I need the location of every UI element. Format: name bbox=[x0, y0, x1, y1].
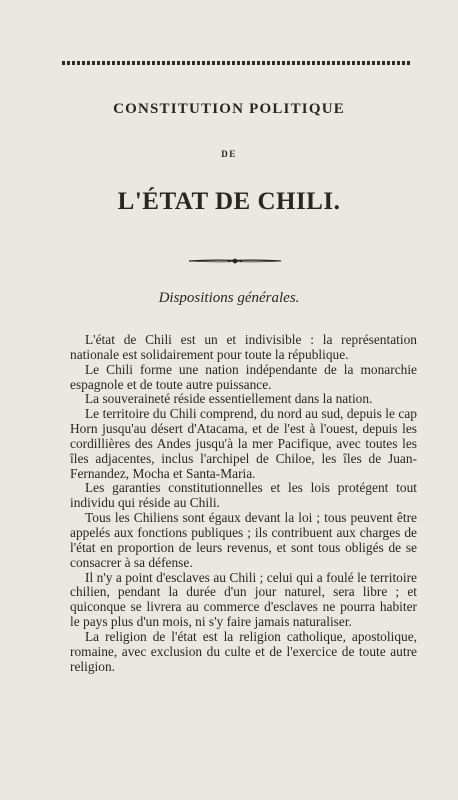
ornamental-divider-icon bbox=[187, 257, 283, 265]
paragraph-equality: Tous les Chiliens sont égaux devant la loi ; tous peuvent être appelés aux fonctions publiques ; ils contribuent aux charges de l'état en proportion de leurs revenus, et sont tous obligés de se consacrer à sa défense. bbox=[70, 510, 417, 570]
section-heading: Dispositions générales. bbox=[158, 290, 300, 306]
paragraph-territory: Le territoire du Chili comprend, du nord au sud, depuis le cap Horn jusqu'au désert d'Atacama, et de l'est à l'ouest, depuis les cordillières des Andes jusqu'à la mer Pacifique, avec toutes les îles adjacentes, inclus l'archipel de Chiloe, les îles de Juan-Fernandez, Mocha et Santa-Maria. bbox=[70, 406, 417, 481]
main-title: L'ÉTAT DE CHILI. bbox=[117, 188, 341, 215]
paragraph-indivisible: L'état de Chili est un et indivisible : la représentation nationale est solidairement pour toute la république. bbox=[70, 332, 417, 362]
body-text bbox=[70, 333, 417, 674]
paragraph-independence: Le Chili forme une nation indépendante de la monarchie espagnole et de toute autre puissance. bbox=[70, 361, 417, 392]
paragraph-religion: La religion de l'état est la religion catholique, apostolique, romaine, avec exclusion du culte et de l'exercice de toute autre religion. bbox=[70, 628, 417, 674]
paragraph-slavery: Il n'y a point d'esclaves au Chili ; celui qui a foulé le territoire chilien, pendant la durée d'un jour naturel, sera libre ; et quiconque se livrera au commerce d'esclaves ne pourra habiter le pays plus d'un mois, ni s'y faire jamais naturaliser. bbox=[70, 569, 417, 630]
paragraph-guarantees: Les garanties constitutionnelles et les lois protégent tout individu qui réside au Chili. bbox=[70, 480, 417, 511]
paragraph-sovereignty: La souveraineté réside essentiellement dans la nation. bbox=[85, 391, 373, 407]
title-connector: DE bbox=[221, 149, 237, 159]
decorative-top-rule bbox=[62, 61, 410, 65]
title-line-1: CONSTITUTION POLITIQUE bbox=[113, 101, 345, 117]
